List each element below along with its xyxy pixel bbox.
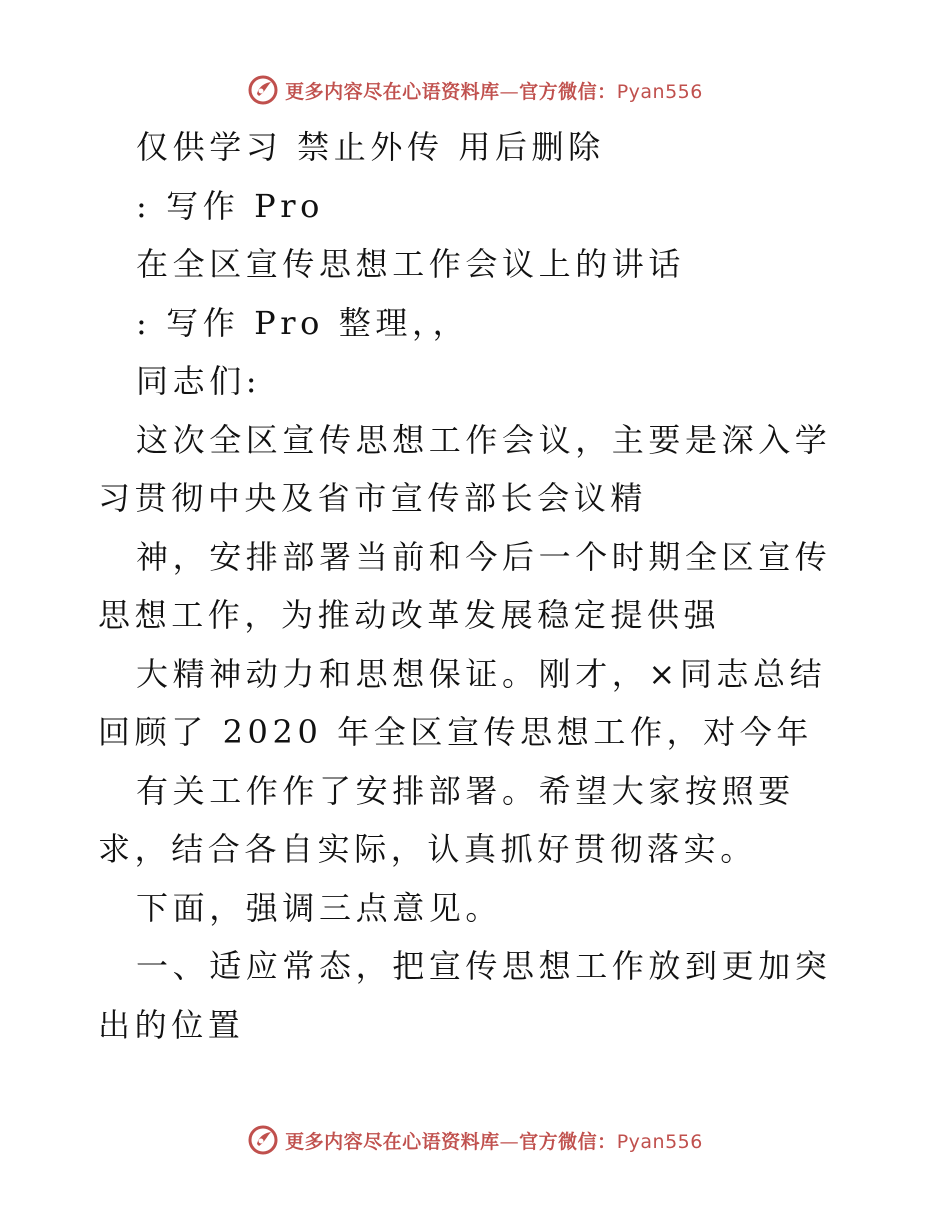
document-body [98,118,858,1054]
document-paragraph: 这次全区宣传思想工作会议，主要是深入学习贯彻中央及省市宣传部长会议精 [98,420,832,517]
header-banner-text: 更多内容尽在心语资料库—官方微信：Pyan556 [285,80,703,103]
footer-banner [0,1120,950,1160]
document-paragraph: 同志们: [136,362,262,400]
footer-banner-text: 更多内容尽在心语资料库—官方微信：Pyan556 [285,1130,703,1153]
document-paragraph: 一、适应常态，把宣传思想工作放到更加突出的位置 [98,947,832,1044]
document-paragraph: 神，安排部署当前和今后一个时期全区宣传思想工作，为推动改革发展稳定提供强 [98,537,832,634]
document-paragraph: 下面，强调三点意见。 [136,888,503,927]
document-paragraph: 仅供学习 禁止外传 用后删除 [136,128,605,166]
document-paragraph: 在全区宣传思想工作会议上的讲话 [136,245,686,283]
brand-logo-icon [247,1124,279,1156]
header-banner [0,70,950,110]
document-paragraph: 大精神动力和思想保证。刚才，×同志总结回顾了 2020 年全区宣传思想工作，对今年 [98,654,827,751]
document-paragraph: : 写作 Pro 整理，， [136,303,470,342]
document-paragraph: : 写作 Pro [136,186,325,225]
brand-logo-icon [247,74,279,106]
document-paragraph: 有关工作作了安排部署。希望大家按照要求，结合各自实际，认真抓好贯彻落实。 [98,771,795,868]
